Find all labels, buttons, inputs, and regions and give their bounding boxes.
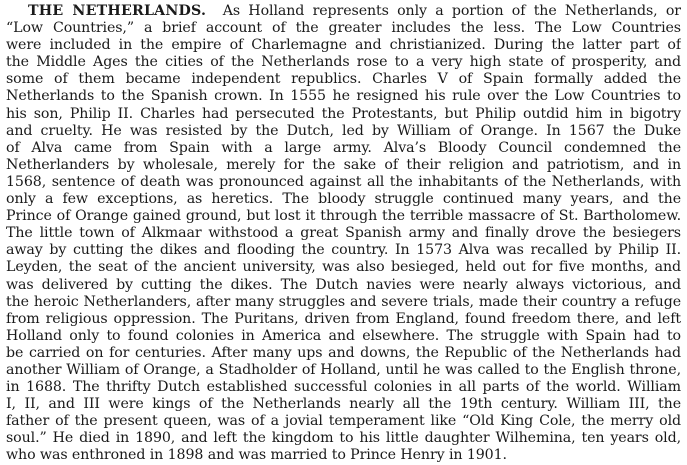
article-line: the Middle Ages the cities of the Netherlands rose to a very high state of prosperity, and xyxy=(6,54,681,71)
article-line: Netherlands to the Spanish crown. In 1555 he resigned his rule over the Low Countries to xyxy=(6,88,681,105)
article-line: were included in the empire of Charlemagne and christianized. During the latter part of xyxy=(6,37,681,54)
article-line: in 1688. The thrifty Dutch established successful colonies in all parts of the world. William xyxy=(6,379,681,396)
article-line: Netherlanders by wholesale, merely for the sake of their religion and patriotism, and in xyxy=(6,156,681,173)
article-line: only a few exceptions, as heretics. The bloody struggle continued many years, and the xyxy=(6,191,681,208)
article-line: and cruelty. He was resisted by the Dutch, led by William of Orange. In 1567 the Duke xyxy=(6,122,681,139)
article-line: from religious oppression. The Puritans, driven from England, found freedom there, and left xyxy=(6,310,681,327)
article-line: soul.” He died in 1890, and left the kingdom to his little daughter Wilhemina, ten years old, xyxy=(6,430,681,447)
article-line: away by cutting the dikes and flooding the country. In 1573 Alva was recalled by Philip II. xyxy=(6,242,681,259)
article-line: who was enthroned in 1898 and was married to Prince Henry in 1901. xyxy=(6,447,507,464)
article-line: the heroic Netherlanders, after many struggles and severe trials, made their country a refuge xyxy=(6,293,681,310)
article-line-text: As Holland represents only a portion of the Netherlands, or xyxy=(222,3,681,19)
article-text-block xyxy=(6,3,681,464)
article-line: some of them became independent republics. Charles V of Spain formally added the xyxy=(6,71,681,88)
article-line: Holland only to found colonies in America and elsewhere. The struggle with Spain had to xyxy=(6,327,681,344)
article-line: I, II, and III were kings of the Netherlands nearly all the 19th century. William III, the xyxy=(6,396,681,413)
article-line: father of the present queen, was of a jovial temperament like “Old King Cole, the merry old xyxy=(6,413,681,430)
article-line: 1568, sentence of death was pronounced against all the inhabitants of the Netherlands, with xyxy=(6,173,681,190)
article-line: The little town of Alkmaar withstood a great Spanish army and finally drove the besiegers xyxy=(6,225,681,242)
article-line: was delivered by cutting the dikes. The Dutch navies were nearly always victorious, and xyxy=(6,276,681,293)
article-line: Leyden, the seat of the ancient university, was also besieged, held out for five months, and xyxy=(6,259,681,276)
article-line: Prince of Orange gained ground, but lost it through the terrible massacre of St. Bartholomew. xyxy=(6,208,681,225)
article-line xyxy=(6,3,681,20)
article-line: be carried on for centuries. After many ups and downs, the Republic of the Netherlands had xyxy=(6,344,681,361)
article-line: of Alva came from Spain with a large army. Alva’s Bloody Council condemned the xyxy=(6,139,681,156)
article-line: “Low Countries,” a brief account of the greater includes the less. The Low Countries xyxy=(6,20,681,37)
article-heading: THE NETHERLANDS. xyxy=(28,3,207,19)
article-line: another William of Orange, a Stadholder of Holland, until he was called to the English throne, xyxy=(6,361,681,378)
article-line: his son, Philip II. Charles had persecuted the Protestants, but Philip outdid him in bigotry xyxy=(6,105,681,122)
